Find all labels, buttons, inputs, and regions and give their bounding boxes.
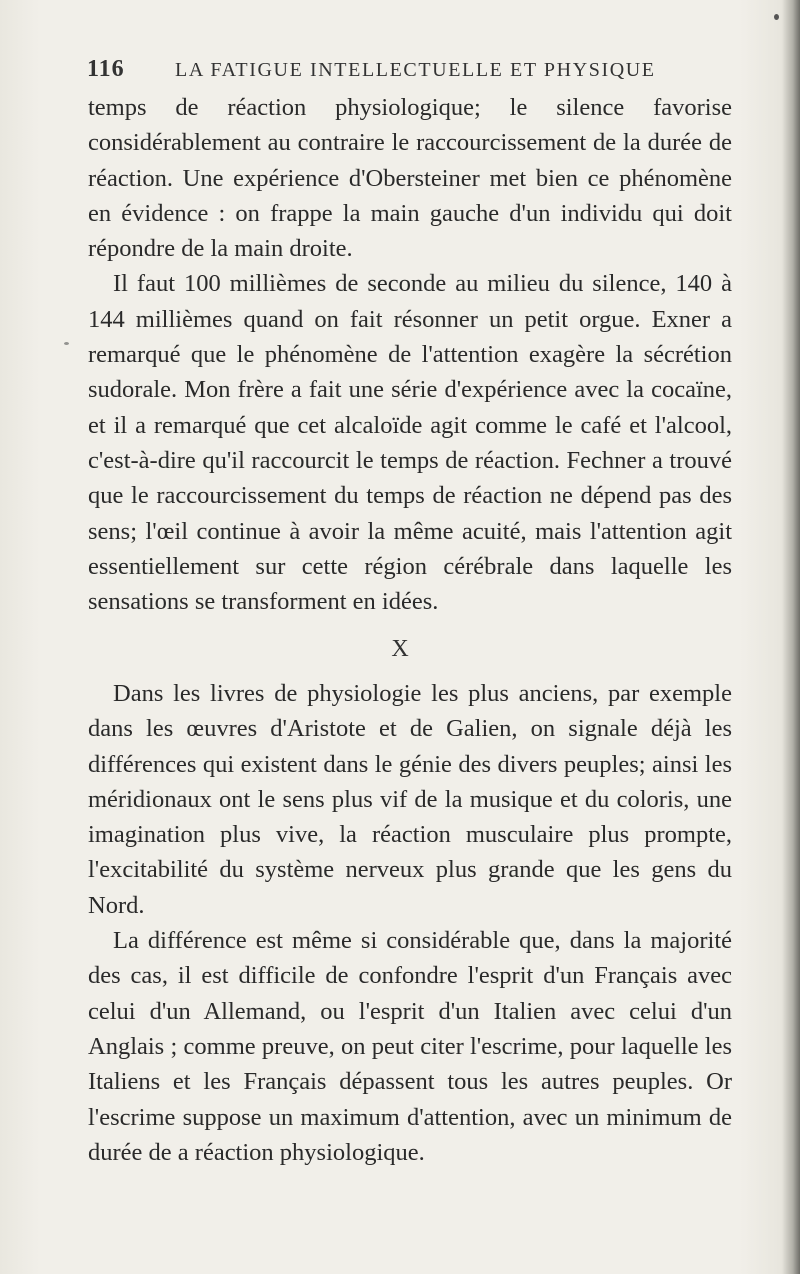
page-number: 116 — [87, 56, 125, 82]
page-header — [87, 56, 747, 90]
paper-speck — [64, 342, 69, 345]
paragraph: Il faut 100 millièmes de seconde au milieu du silence, 140 à 144 millièmes quand on fait résonner un petit orgue. Exner a remarqué que le phénomène de l'attention exagère la sécrétion sudorale. Mon frère a fait une série d'expérience avec la cocaïne, et il a remarqué que cet alcaloïde agit comme le café et l'alcool, c'est-à-dire qu'il raccourcit le temps de réaction. Fechner a trouvé que le raccourcissement du temps de réaction ne dépend pas des sens; l'œil continue à avoir la même acuité, mais l'attention agit essentiellement sur cette région cérébrale dans laquelle les sensations se transforment en idées. — [88, 270, 732, 616]
paragraph-continued: temps de réaction physiologique; le silence favorise considérablement au contraire le raccourcissement de la durée de réaction. Une expérience d'Obersteiner met bien ce phénomène en évidence : on frappe la main gauche d'un individu qui doit répondre de la main droite. — [88, 94, 732, 263]
text-block-lower — [88, 676, 732, 1170]
paragraph: Dans les livres de physiologie les plus anciens, par exemple dans les œuvres d'Aristote et de Galien, on signale déjà les différences qui existent dans le génie des divers peuples; ainsi les méridionaux ont le sens plus vif de la musique et du coloris, une imagination plus vive, la réaction musculaire plus prompte, l'excitabilité du système nerveux plus grande que les gens du Nord. — [88, 680, 732, 919]
paragraph: La différence est même si considérable que, dans la majorité des cas, il est difficile de confondre l'esprit d'un Français avec celui d'un Allemand, ou l'esprit d'un Italien avec celui d'un Anglais ; comme preuve, on peut citer l'escrime, pour laquelle les Italiens et les Français dépassent tous les autres peuples. Or l'escrime suppose un maximum d'attention, avec un minimum de durée de a réaction physiologique. — [88, 927, 732, 1166]
page-edge-shadow — [782, 0, 800, 1274]
running-title: LA FATIGUE INTELLECTUELLE ET PHYSIQUE — [175, 59, 656, 81]
text-block-upper — [88, 90, 732, 619]
section-number: X — [391, 636, 409, 662]
paper-speck — [774, 14, 779, 20]
